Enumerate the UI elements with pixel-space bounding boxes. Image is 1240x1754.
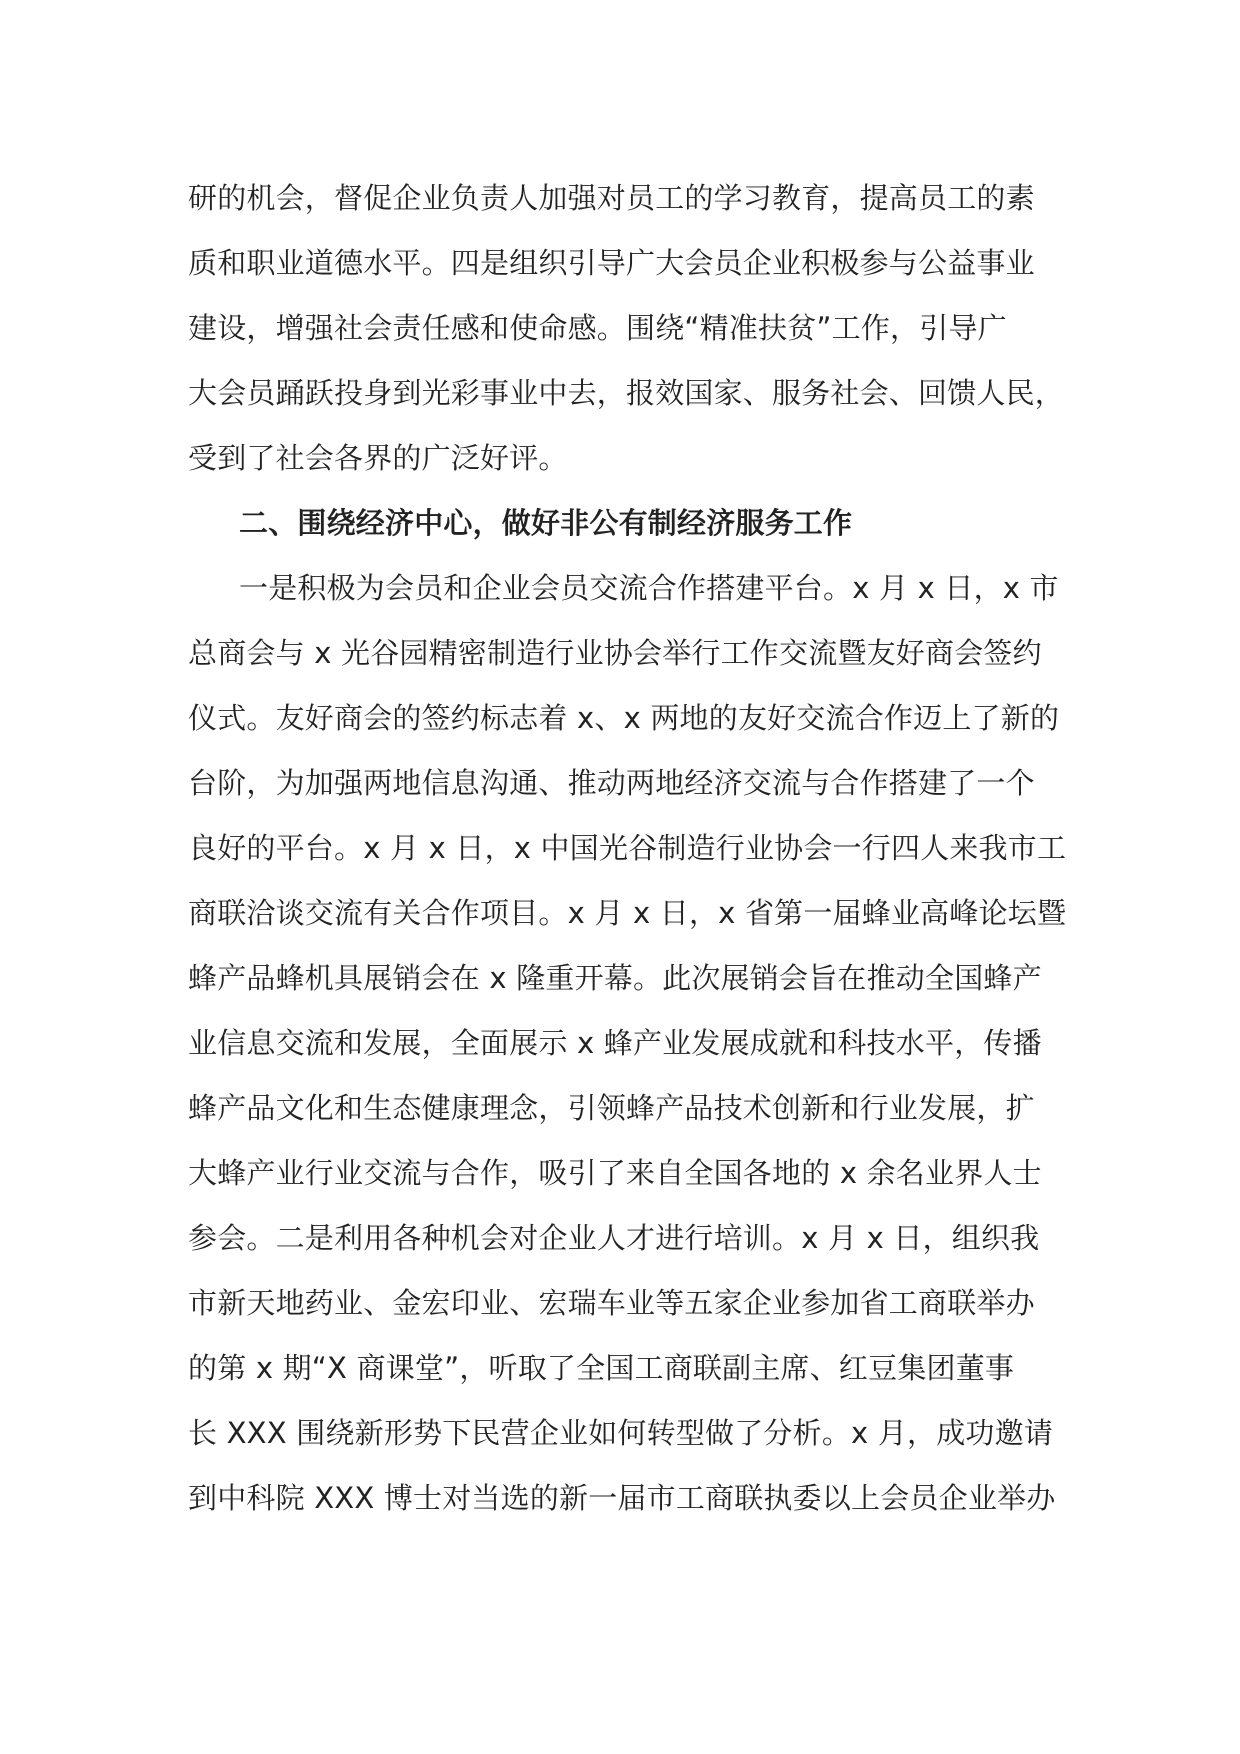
body-text — [188, 166, 1078, 1531]
text-line: 蜂产品蜂机具展销会在 x 隆重开幕。此次展销会旨在推动全国蜂产 — [188, 961, 1042, 995]
text-line: 长 XXX 围绕新形势下民营企业如何转型做了分析。x 月，成功邀请 — [188, 1416, 1054, 1450]
text-line: 的第 x 期“X 商课堂”，听取了全国工商联副主席、红豆集团董事 — [188, 1351, 1015, 1385]
text-line: 参会。二是利用各种机会对企业人才进行培训。x 月 x 日，组织我 — [188, 1221, 1040, 1255]
text-line: 大会员踊跃投身到光彩事业中去，报效国家、服务社会、回馈人民， — [188, 376, 1065, 410]
text-line: 到中科院 XXX 博士对当选的新一届市工商联执委以上会员企业举办 — [188, 1481, 1056, 1515]
text-line: 市新天地药业、金宏印业、宏瑞车业等五家企业参加省工商联举办 — [188, 1286, 1035, 1320]
text-line: 台阶，为加强两地信息沟通、推动两地经济交流与合作搭建了一个 — [188, 766, 1035, 800]
text-line: 总商会与 x 光谷园精密制造行业协会举行工作交流暨友好商会签约 — [188, 636, 1042, 670]
text-line: 建设，增强社会责任感和使命感。围绕“精准扶贫”工作，引导广 — [188, 311, 1007, 345]
text-line: 大蜂产业行业交流与合作，吸引了来自全国各地的 x 余名业界人士 — [188, 1156, 1042, 1190]
text-line: 受到了社会各界的广泛好评。 — [188, 441, 568, 475]
text-line: 业信息交流和发展，全面展示 x 蜂产业发展成就和科技水平，传播 — [188, 1026, 1042, 1060]
text-line: 商联洽谈交流有关合作项目。x 月 x 日，x 省第一届蜂业高峰论坛暨 — [188, 896, 1067, 930]
text-line: 研的机会，督促企业负责人加强对员工的学习教育，提高员工的素 — [188, 181, 1035, 215]
section-heading: 二、围绕经济中心，做好非公有制经济服务工作 — [239, 506, 853, 540]
text-line: 良好的平台。x 月 x 日，x 中国光谷制造行业协会一行四人来我市工 — [188, 831, 1067, 865]
text-line: 蜂产品文化和生态健康理念，引领蜂产品技术创新和行业发展，扩 — [188, 1091, 1035, 1125]
text-line: 仪式。友好商会的签约标志着 x、x 两地的友好交流合作迈上了新的 — [188, 701, 1060, 735]
text-line: 质和职业道德水平。四是组织引导广大会员企业积极参与公益事业 — [188, 246, 1035, 280]
text-line: 一是积极为会员和企业会员交流合作搭建平台。x 月 x 日，x 市 — [239, 571, 1059, 605]
